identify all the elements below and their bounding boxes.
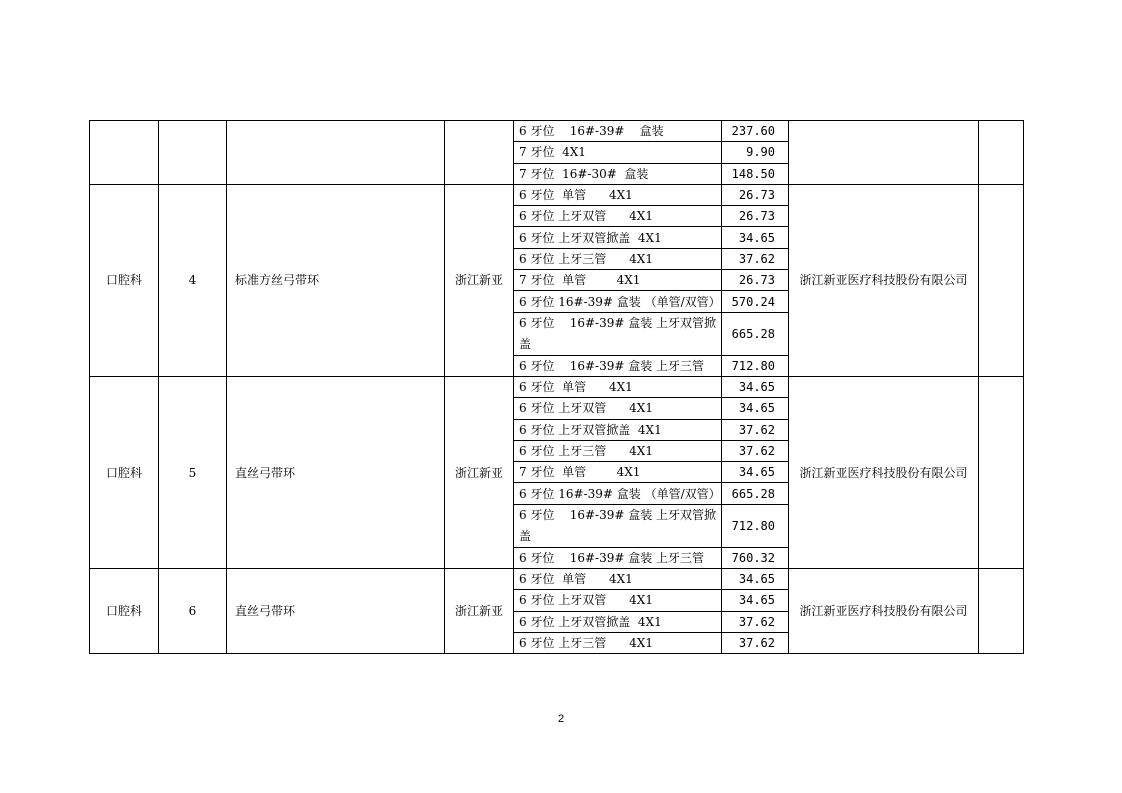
page-number: 2	[557, 713, 565, 725]
price-cell: 712.80	[722, 504, 789, 547]
spec-cell: 6 牙位 16#-39# 盒装	[514, 121, 722, 142]
note-cell	[979, 184, 1024, 376]
product-name-cell: 直丝弓带环	[227, 376, 445, 568]
dept-cell: 口腔科	[90, 184, 159, 376]
price-cell: 760.32	[722, 547, 789, 568]
price-cell: 34.65	[722, 398, 789, 419]
item-number-cell: 6	[159, 569, 227, 654]
brand-cell: 浙江新亚	[445, 184, 514, 376]
price-cell: 237.60	[722, 121, 789, 142]
spec-cell: 6 牙位 上牙双管 4X1	[514, 590, 722, 611]
price-cell: 34.65	[722, 376, 789, 397]
dept-cell: 口腔科	[90, 569, 159, 654]
table-row	[90, 121, 1024, 142]
spec-cell: 6 牙位 上牙双管掀盖 4X1	[514, 227, 722, 248]
spec-cell: 6 牙位 上牙双管掀盖 4X1	[514, 611, 722, 632]
price-cell: 665.28	[722, 312, 789, 355]
price-cell: 37.62	[722, 440, 789, 461]
spec-cell: 6 牙位 单管 4X1	[514, 376, 722, 397]
company-cell: 浙江新亚医疗科技股份有限公司	[789, 184, 979, 376]
brand-cell	[445, 121, 514, 185]
price-cell: 26.73	[722, 270, 789, 291]
dept-cell	[90, 121, 159, 185]
price-cell: 37.62	[722, 611, 789, 632]
price-cell: 37.62	[722, 419, 789, 440]
price-cell: 148.50	[722, 163, 789, 184]
table-row	[90, 569, 1024, 590]
spec-cell: 6 牙位 16#-39# 盒装 上牙三管	[514, 547, 722, 568]
spec-cell: 6 牙位 上牙三管 4X1	[514, 248, 722, 269]
spec-cell: 7 牙位 单管 4X1	[514, 270, 722, 291]
note-cell	[979, 376, 1024, 568]
brand-cell: 浙江新亚	[445, 569, 514, 654]
spec-cell: 6 牙位 16#-39# 盒装 （单管/双管）	[514, 291, 722, 312]
price-cell: 34.65	[722, 462, 789, 483]
spec-cell: 7 牙位 4X1	[514, 142, 722, 163]
price-cell: 26.73	[722, 184, 789, 205]
spec-cell: 6 牙位 16#-39# 盒装 上牙双管掀盖	[514, 312, 722, 355]
spec-cell: 6 牙位 16#-39# 盒装 上牙三管	[514, 355, 722, 376]
spec-cell: 6 牙位 上牙双管掀盖 4X1	[514, 419, 722, 440]
price-cell: 37.62	[722, 632, 789, 653]
item-number-cell: 5	[159, 376, 227, 568]
note-cell	[979, 569, 1024, 654]
price-cell: 26.73	[722, 206, 789, 227]
company-cell: 浙江新亚医疗科技股份有限公司	[789, 569, 979, 654]
spec-cell: 7 牙位 16#-30# 盒装	[514, 163, 722, 184]
spec-cell: 6 牙位 单管 4X1	[514, 184, 722, 205]
price-cell: 37.62	[722, 248, 789, 269]
table-body	[90, 121, 1024, 654]
product-name-cell: 标准方丝弓带环	[227, 184, 445, 376]
spec-cell: 6 牙位 上牙双管 4X1	[514, 398, 722, 419]
table-row	[90, 376, 1024, 397]
price-cell: 570.24	[722, 291, 789, 312]
note-cell	[979, 121, 1024, 185]
dept-cell: 口腔科	[90, 376, 159, 568]
spec-cell: 7 牙位 单管 4X1	[514, 462, 722, 483]
no-cell	[159, 121, 227, 185]
price-cell: 34.65	[722, 569, 789, 590]
spec-cell: 6 牙位 16#-39# 盒装 上牙双管掀盖	[514, 504, 722, 547]
price-cell: 9.90	[722, 142, 789, 163]
spec-cell: 6 牙位 上牙双管 4X1	[514, 206, 722, 227]
company-cell	[789, 121, 979, 185]
table-row	[90, 184, 1024, 205]
product-price-table	[89, 120, 1024, 654]
price-cell: 712.80	[722, 355, 789, 376]
company-cell: 浙江新亚医疗科技股份有限公司	[789, 376, 979, 568]
spec-cell: 6 牙位 上牙三管 4X1	[514, 632, 722, 653]
spec-cell: 6 牙位 16#-39# 盒装 （单管/双管）	[514, 483, 722, 504]
price-cell: 34.65	[722, 227, 789, 248]
brand-cell: 浙江新亚	[445, 376, 514, 568]
price-cell: 34.65	[722, 590, 789, 611]
name-cell	[227, 121, 445, 185]
spec-cell: 6 牙位 上牙三管 4X1	[514, 440, 722, 461]
product-name-cell: 直丝弓带环	[227, 569, 445, 654]
item-number-cell: 4	[159, 184, 227, 376]
price-cell: 665.28	[722, 483, 789, 504]
spec-cell: 6 牙位 单管 4X1	[514, 569, 722, 590]
